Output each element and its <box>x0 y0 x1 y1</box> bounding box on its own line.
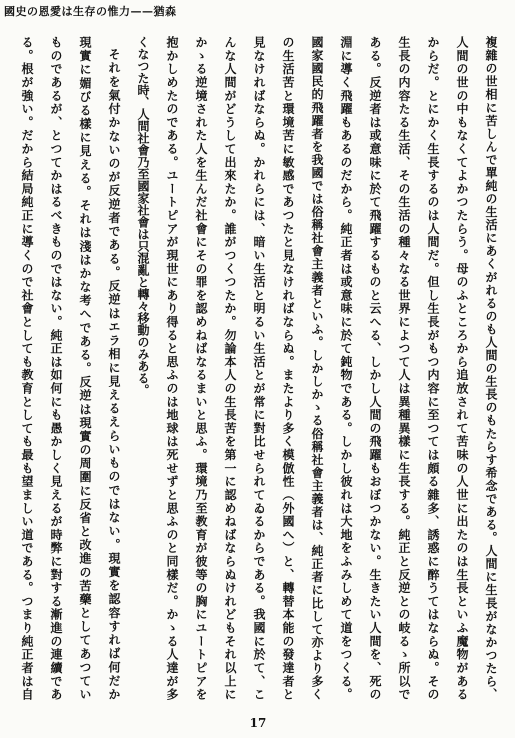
text-column-3: からだ。とにかく生長するのは人間だ。但し生長がもつ内容に至つては頗る雜多、誘惑に醉うてはならぬ。その <box>426 36 440 700</box>
text-column-15: 現實に媚びる樣に見える。それは淺はかな考へである。反逆は現實の周圍に反省と改進の苦藥としてあつてい <box>78 36 92 701</box>
text-column-16: ものであるが、とつてかはるべきものではない。純正は如何にも愚かしく見えるが時弊に對する漸進の連續であ <box>49 36 63 701</box>
text-column-12: 抱かしめたのである。ユートピアが現世にあり得ると思ふのは地球は死せずと思ふのと同樣だ。かゝる人達が多 <box>165 36 179 700</box>
text-column-17: る。根が強い。だから結局純正に導くので社會としても教育としても最も望ましい道である。つまり純正者は自 <box>20 36 34 700</box>
text-column-11: かゝる逆境された人を生んだ社會にその罪を認めねばなるまいと思ふ。環境乃至教育が彼等の胸にユートピアを <box>194 36 208 700</box>
text-column-5: ある。反逆者は或意味に於て飛躍するものと云へる、しかし人間の飛躍もおぼつかない。生きたい人間を、死の <box>368 36 382 700</box>
text-column-6: 淵に導く飛躍もあるのだから。純正者は或意味に於て鈍物である。しかし彼れは大地をふみしめて道をつくる。 <box>339 36 353 700</box>
text-column-7: 國家國民的飛躍者を我國では俗稱社會主義者といふ。しかしかゝる俗稱社會主義者は、純正者に比して亦より多く <box>310 36 324 700</box>
text-column-10: んな人間がどうして出來たか。誰がつくつたか。勿論本人の生長苦を第一に認めねばならぬけれどもそれ以上に <box>223 36 237 700</box>
text-column-9: 見なければならぬ。かれらには、暗い生活と明るい生活とが常に對比せられてゐるからである。我國に於て、こ <box>252 36 266 700</box>
page-number: 17 <box>249 716 267 730</box>
text-column-1: 複雜の世相に苦しんで單純の生活にあくがれるのも人間の生長のもたらす希念である。人間に生長がなかつたら、 <box>484 36 498 701</box>
text-column-4: 生長の内容たる生活、その生活の種々なる世界によつて人は異種異樣に生長する。純正と反逆との岐るゝ所以で <box>397 36 411 700</box>
text-column-14: それを氣付かないのが反逆者である。反逆はエラ相に見えるえらいものではない。現實を認容すれば何だか <box>107 48 121 700</box>
running-header: 國史の恩愛は生存の惟力——猶森 <box>4 5 177 18</box>
text-column-2: 人間の世の中もなくてよかつたらう。母のふところから追放されて苦味の人世に出たのは生長といふ魔物がある <box>455 36 469 700</box>
text-column-8: の生活苦と環境苦に敏感であつたと見なければならぬ。またより多く模倣性（外國へ）と、轉替本能の發達者と <box>281 36 295 701</box>
text-column-13: くなつた時、人間社會乃至國家社會は只混亂と轉々移動のみある。 <box>136 36 150 396</box>
